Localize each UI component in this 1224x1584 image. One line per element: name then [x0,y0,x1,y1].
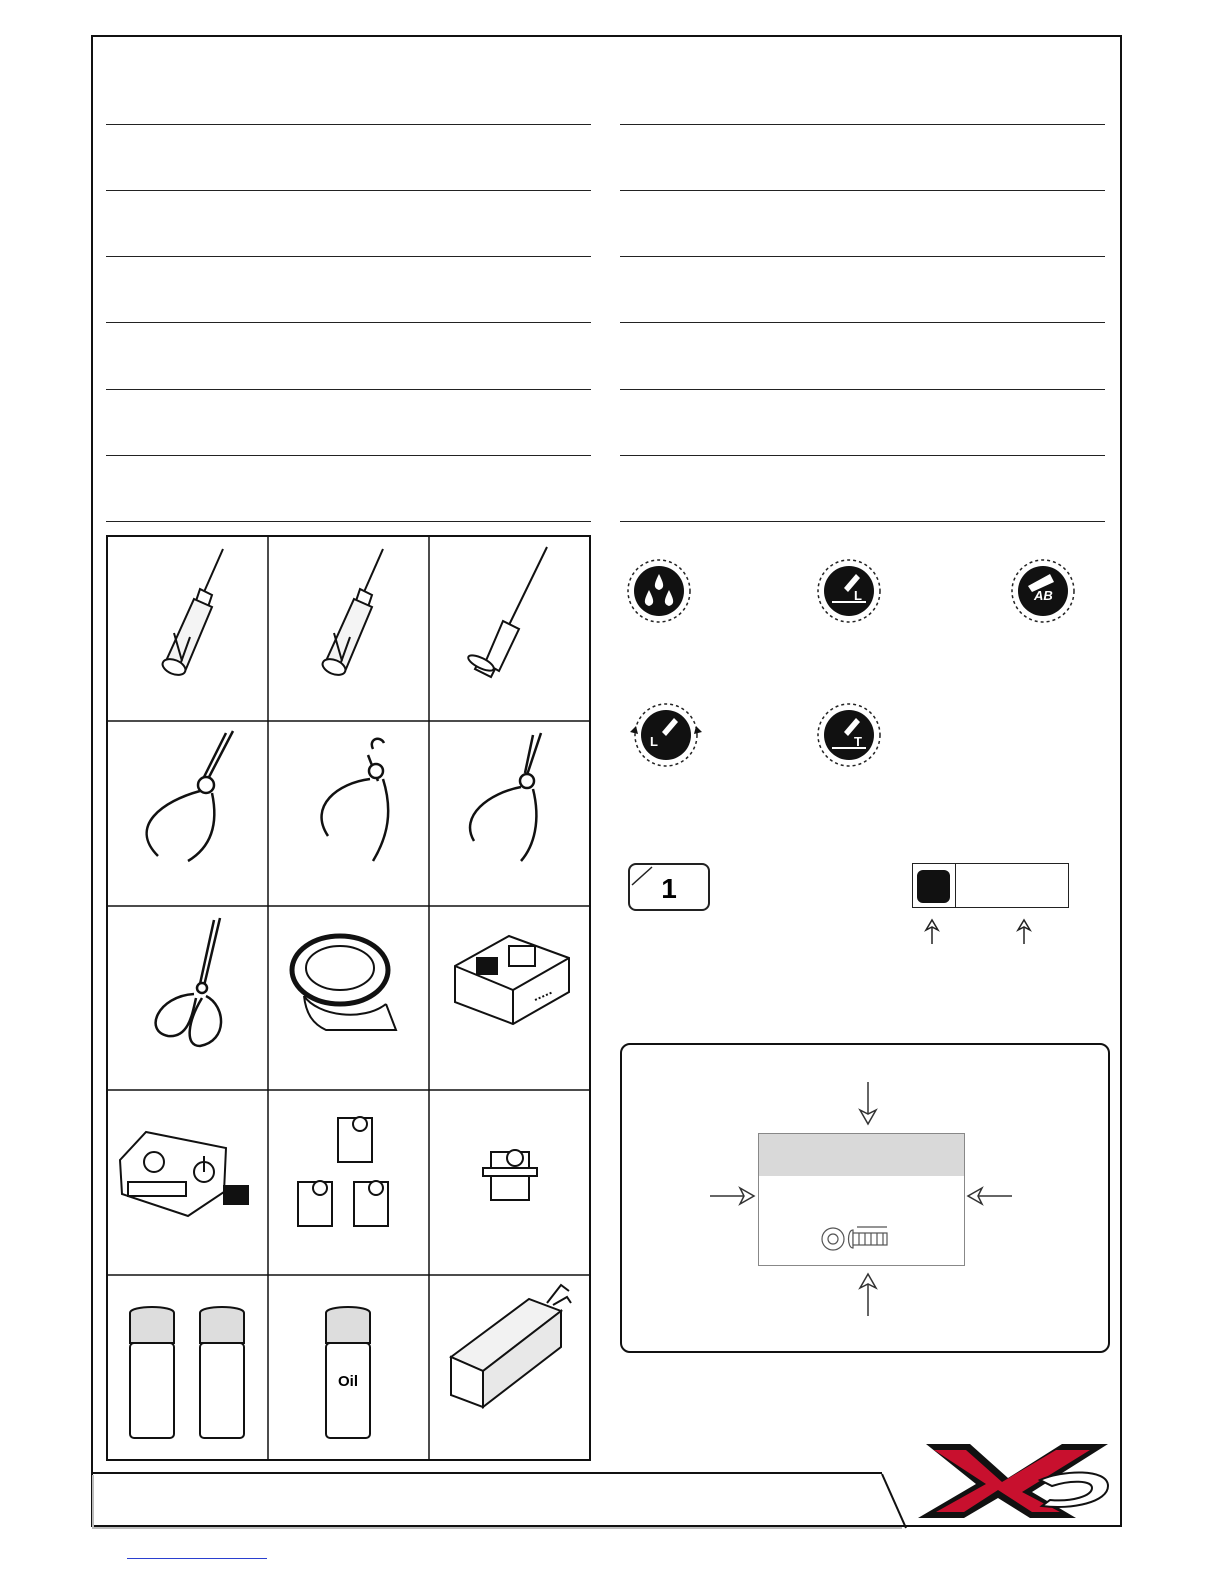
oil-label: Oil [337,1373,358,1390]
footer-border [92,1527,902,1529]
hex-screwdriver-icon [268,537,429,721]
tape-roll-icon [268,906,429,1090]
battery-pack-icon [429,1275,589,1459]
epoxy-ab-icon [1010,558,1076,624]
quantity-arrows [922,918,1032,946]
threadlock-t-icon [816,702,882,768]
logo-text: X3 [912,1440,914,1441]
servos-icon [268,1090,429,1275]
oil-bottle-icon [268,1275,429,1459]
scissors-icon [108,906,268,1090]
rule-left [106,455,591,456]
rule-right [620,521,1105,522]
footer-border [92,1475,94,1527]
footer-link-underline [127,1558,267,1559]
quantity-divider [955,864,956,907]
symbol-letter: T [854,734,862,749]
x3-logo [912,1440,1118,1522]
threadlock-l-rotate-icon [628,702,704,768]
needle-nose-pliers-icon [108,721,268,906]
threadlock-l-icon [816,558,882,624]
rule-right [620,124,1105,125]
phillips-screwdriver-icon [429,537,589,721]
symbol-letter: AB [1034,588,1053,603]
footer-top-rule [92,1472,882,1474]
symbol-letter: L [854,588,862,603]
part-quantity-box [912,863,1069,908]
rule-right [620,190,1105,191]
symbol-letter: L [650,734,658,749]
rule-right [620,256,1105,257]
rule-right [620,389,1105,390]
side-cutters-icon [268,721,429,906]
transmitter-icon [108,1090,268,1275]
required-tools-grid [106,535,591,1461]
bent-nose-pliers-icon [429,721,589,906]
oil-drops-icon [626,558,692,624]
rule-left [106,389,591,390]
quantity-marker [917,870,950,903]
rule-right [620,322,1105,323]
pointer-arrows [700,1078,1030,1320]
footer-corner [880,1472,910,1530]
rule-left [106,256,591,257]
charger-icon [429,906,589,1090]
rule-left [106,124,591,125]
rule-left [106,521,591,522]
rule-right [620,455,1105,456]
rule-left [106,190,591,191]
step-number-badge [628,863,710,911]
rule-left [106,322,591,323]
hex-screwdriver-icon [108,537,268,721]
servo-icon [429,1090,589,1275]
tubes-icon [108,1275,268,1459]
step-number: 1 [661,873,677,904]
